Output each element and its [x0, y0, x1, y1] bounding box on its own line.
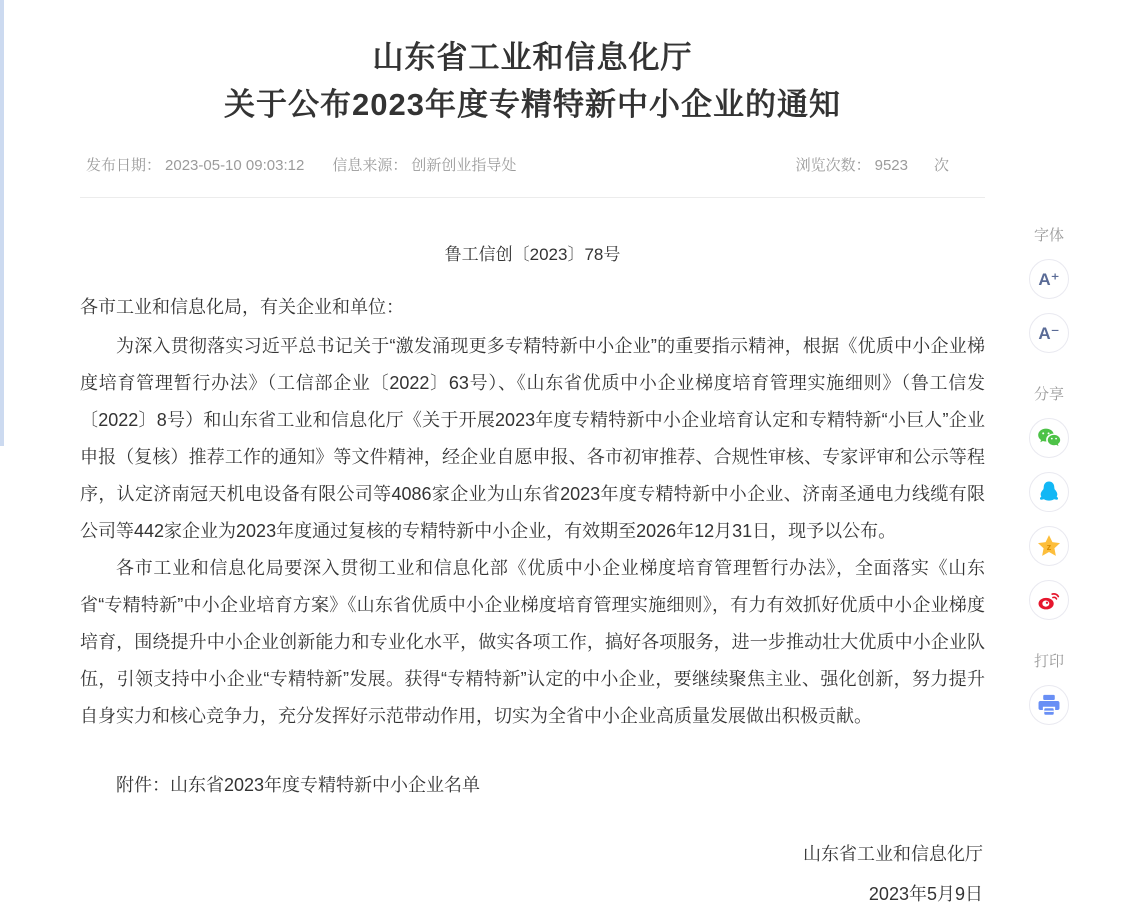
- meta-row: [80, 154, 985, 198]
- view-count-label: 浏览次数：: [795, 157, 871, 174]
- qq-icon: [1036, 479, 1062, 505]
- view-count-value: 9523: [874, 157, 908, 174]
- paragraph-2: 各市工业和信息化局要深入贯彻工业和信息化部《优质中小企业梯度培育管理暂行办法》，全面落实《山东省“专精特新”中小企业培育方案》《山东省优质中小企业梯度培育管理实施细则》，有力有效抓好优质中小企业梯度培育，围绕提升中小企业创新能力和专业化水平，做实各项工作，搞好各项服务，进一步推动壮大优质中小企业队伍，引领支持中小企业“专精特新”发展。获得“专精特新”认定的中小企业，要继续聚焦主业、强化创新，努力提升自身实力和核心竞争力，充分发挥好示范带动作用，切实为全省中小企业高质量发展做出积极贡献。: [80, 558, 985, 726]
- share-weibo-button[interactable]: [1029, 580, 1069, 620]
- page-title: [80, 34, 985, 128]
- side-toolbar: [1024, 224, 1074, 725]
- view-count: [796, 154, 949, 175]
- share-wechat-button[interactable]: [1029, 418, 1069, 458]
- share-qq-button[interactable]: [1029, 472, 1069, 512]
- page-left-accent-strip: [0, 0, 4, 446]
- notice-content: [80, 34, 985, 914]
- document-body: [80, 289, 985, 735]
- salutation: 各市工业和信息化局，有关企业和单位：: [80, 297, 404, 317]
- font-increase-glyph: A⁺: [1038, 269, 1060, 289]
- signature-block: [80, 834, 985, 914]
- attachment-line: 附件：山东省2023年度专精特新中小企业名单: [116, 775, 481, 795]
- share-label: 分享: [1033, 386, 1064, 403]
- font-size-label: 字体: [1033, 227, 1064, 244]
- signature-agency: 山东省工业和信息化厅: [803, 844, 983, 864]
- weibo-icon: [1036, 587, 1062, 613]
- info-source-label: 信息来源：: [332, 157, 408, 174]
- info-source: [332, 154, 516, 175]
- svg-text:z: z: [1046, 541, 1052, 552]
- print-button[interactable]: [1029, 685, 1069, 725]
- publish-date-label: 发布日期：: [86, 157, 162, 174]
- print-label: 打印: [1033, 653, 1064, 670]
- signature-date: 2023年5月9日: [868, 884, 983, 904]
- notice-title-line2: 关于公布2023年度专精特新中小企业的通知: [224, 87, 841, 122]
- publish-date: [86, 154, 304, 175]
- view-count-unit: 次: [933, 157, 949, 174]
- qzone-icon: [1036, 533, 1062, 559]
- share-qzone-button[interactable]: [1029, 526, 1069, 566]
- publish-date-value: 2023-05-10 09:03:12: [165, 157, 305, 174]
- paragraph-1: 为深入贯彻落实习近平总书记关于“激发涌现更多专精特新中小企业”的重要指示精神，根据《优质中小企业梯度培育管理暂行办法》（工信部企业〔2022〕63号）、《山东省优质中小企业梯度培育管理实施细则》（鲁工信发〔2022〕8号）和山东省工业和信息化厅《关于开展2023年度专精特新中小企业培育认定和专精特新“小巨人”企业申报（复核）推荐工作的通知》等文件精神，经企业自愿申报、各市初审推荐、合规性审核、专家评审和公示等程序，认定济南冠天机电设备有限公司等4086家企业为山东省2023年度专精特新中小企业、济南圣通电力线缆有限公司等442家企业为2023年度通过复核的专精特新中小企业，有效期至2026年12月31日，现予以公布。: [80, 336, 985, 541]
- font-increase-button[interactable]: [1029, 259, 1069, 299]
- font-decrease-button[interactable]: [1029, 313, 1069, 353]
- notice-title-line1: 山东省工业和信息化厅: [372, 40, 693, 75]
- info-source-value: 创新创业指导处: [411, 157, 517, 174]
- font-decrease-glyph: A⁻: [1038, 323, 1060, 343]
- wechat-icon: [1036, 425, 1062, 451]
- document-number: 鲁工信创〔2023〕78号: [444, 245, 621, 264]
- printer-icon: [1036, 692, 1062, 718]
